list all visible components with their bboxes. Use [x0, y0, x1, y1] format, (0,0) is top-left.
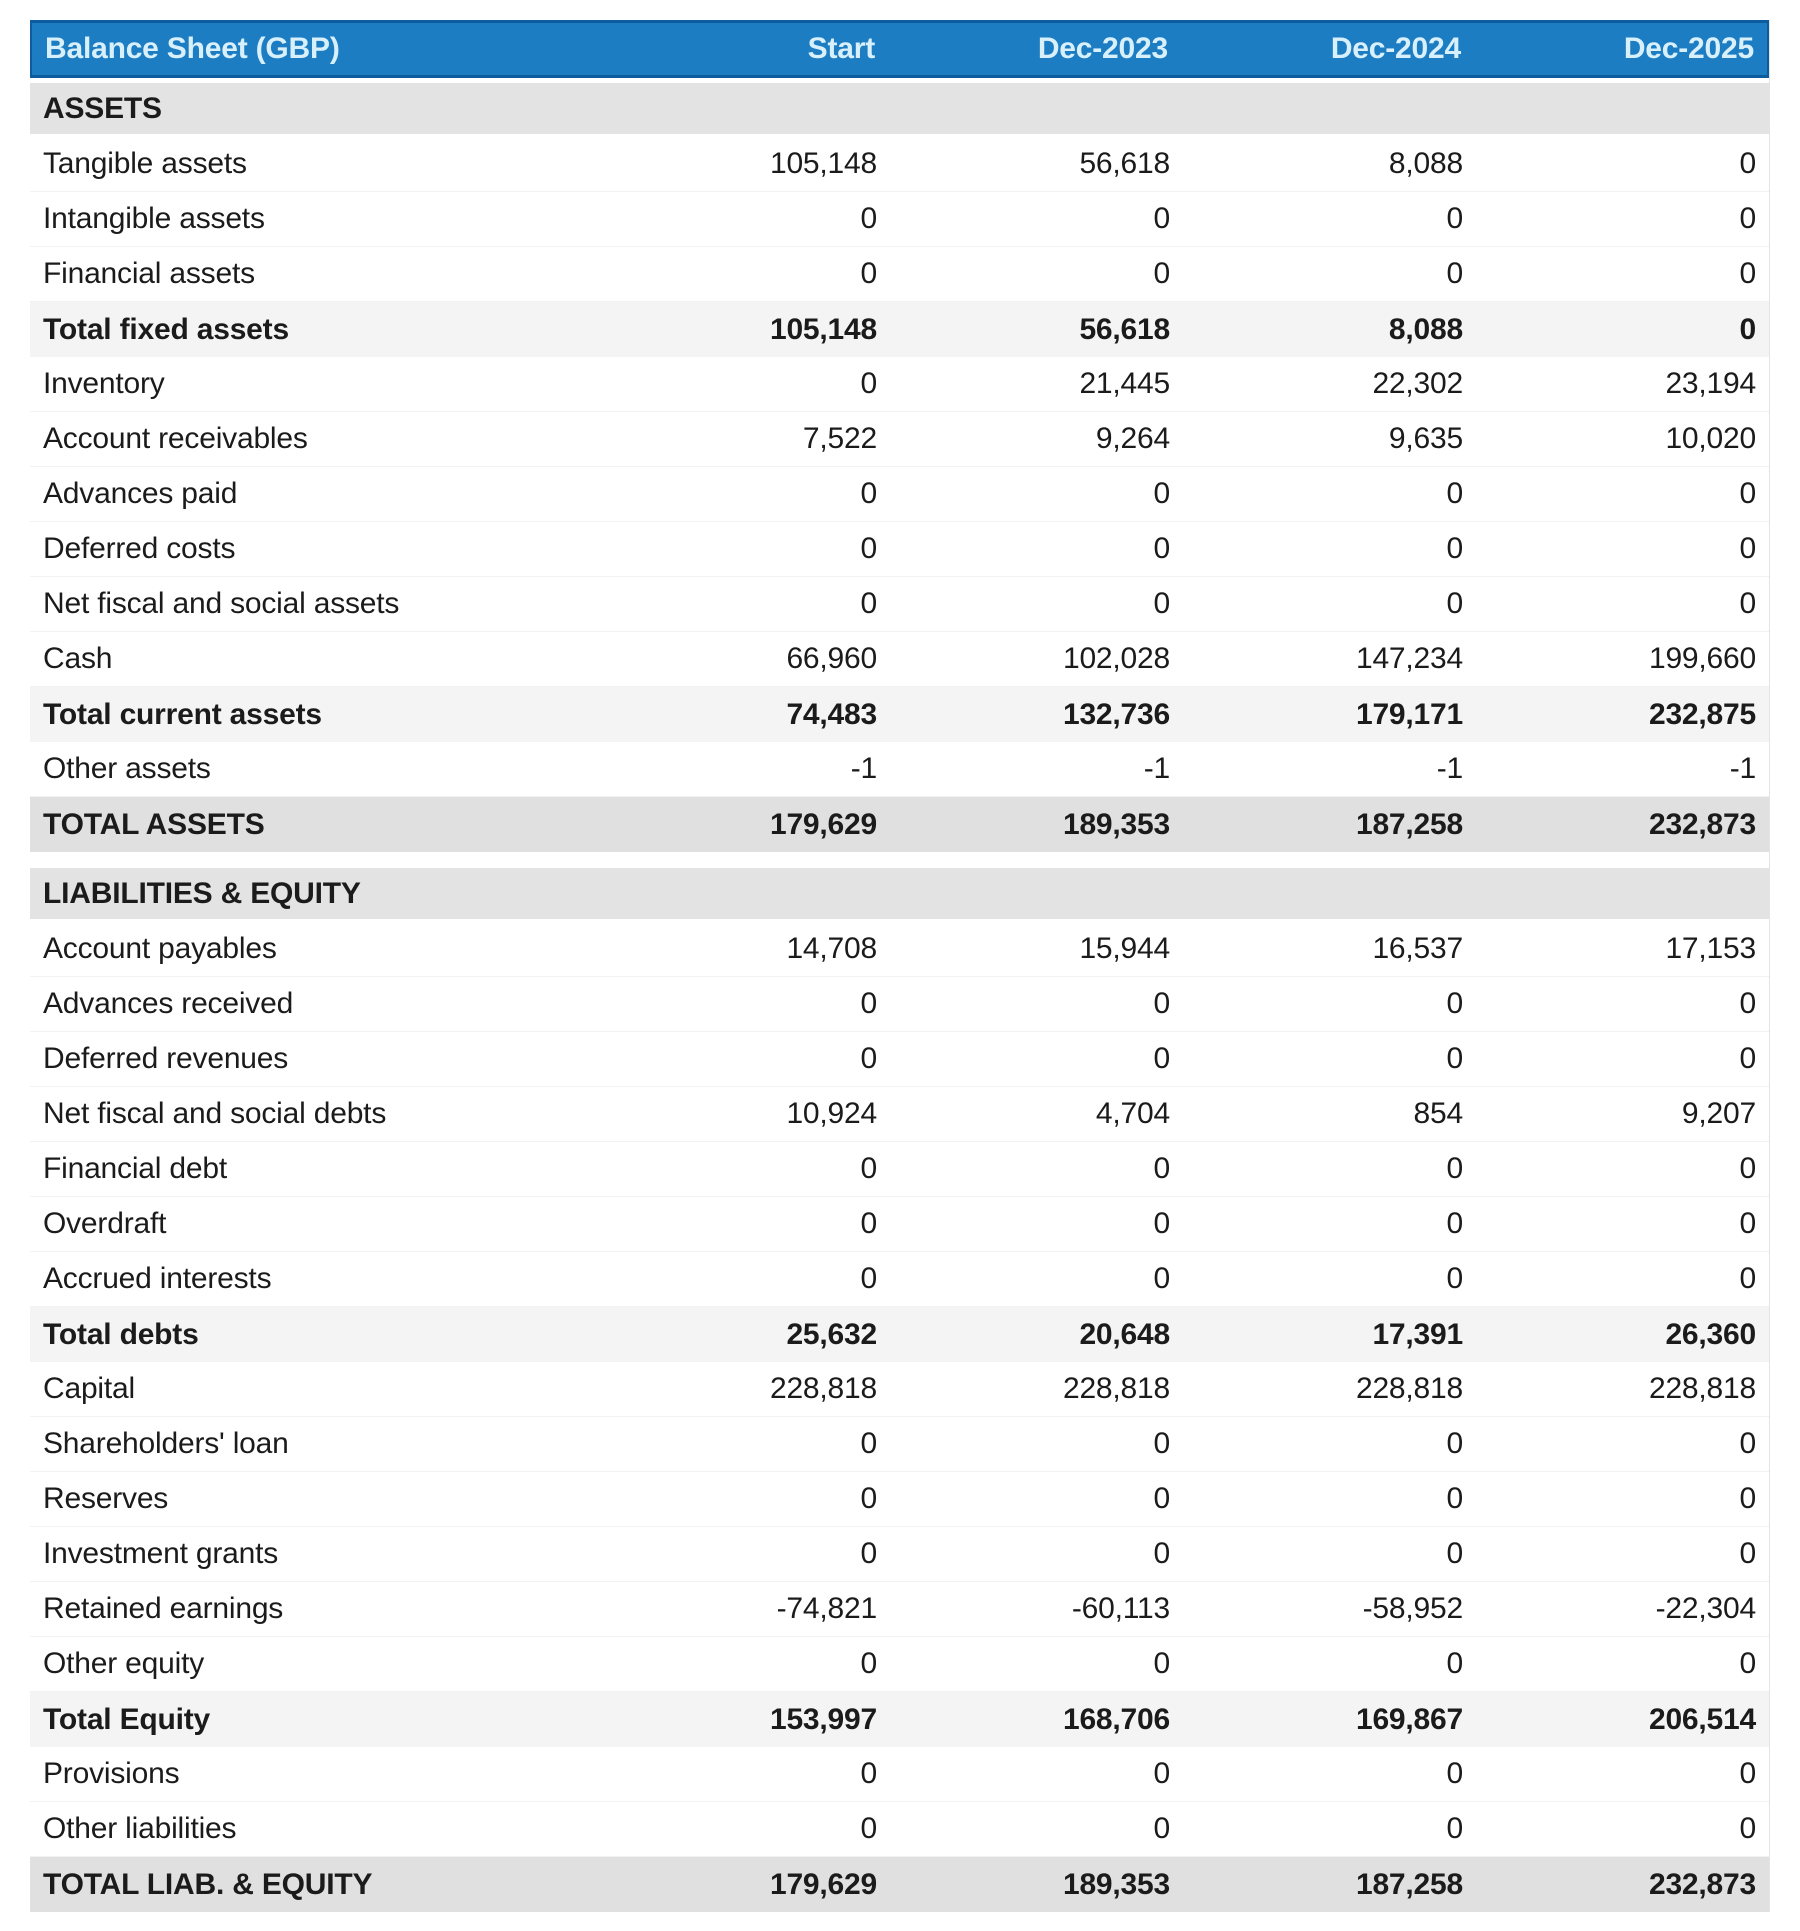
row-value: 0 [1739, 312, 1756, 346]
row-label: Net fiscal and social assets [43, 587, 400, 620]
row-value: 168,706 [1062, 1702, 1170, 1736]
row-value: 0 [860, 1427, 877, 1460]
table-row [30, 137, 1769, 192]
row-label: Deferred costs [43, 532, 236, 565]
row-label: Other equity [43, 1647, 205, 1680]
row-value: 0 [1446, 1207, 1463, 1240]
row-value: 0 [1153, 1812, 1170, 1845]
row-value: 8,088 [1388, 312, 1463, 346]
table-row [30, 357, 1769, 412]
row-value: -74,821 [776, 1592, 877, 1625]
row-value: 0 [1153, 257, 1170, 290]
table-row [30, 412, 1769, 467]
row-value: 0 [1446, 1647, 1463, 1680]
row-value: 17,391 [1372, 1317, 1463, 1351]
row-value: 0 [1739, 1647, 1756, 1680]
row-value: 0 [1446, 587, 1463, 620]
table-row [30, 192, 1769, 247]
row-label: Total fixed assets [43, 312, 289, 346]
row-value: 0 [1739, 1537, 1756, 1570]
row-value: 0 [1739, 257, 1756, 290]
row-label: Accrued interests [43, 1262, 272, 1295]
row-label: Other liabilities [43, 1812, 237, 1845]
row-value: 199,660 [1648, 642, 1756, 675]
row-value: 14,708 [786, 932, 877, 965]
row-label: Inventory [43, 367, 165, 400]
row-value: 0 [1446, 1812, 1463, 1845]
table-row [30, 1087, 1769, 1142]
row-value: -60,113 [1071, 1592, 1170, 1625]
row-value: 102,028 [1062, 642, 1170, 675]
row-value: 854 [1413, 1097, 1463, 1130]
row-value: 0 [860, 1757, 877, 1790]
row-value: 0 [1739, 477, 1756, 510]
row-value: 0 [1153, 1537, 1170, 1570]
row-value: 0 [1153, 1647, 1170, 1680]
row-label: LIABILITIES & EQUITY [43, 876, 361, 910]
row-value: 7,522 [802, 422, 877, 455]
table-row [30, 467, 1769, 522]
row-label: Cash [43, 642, 113, 675]
row-value: 0 [860, 1482, 877, 1515]
row-value: -1 [1143, 752, 1170, 785]
table-row [30, 922, 1769, 977]
row-value: 0 [1446, 1482, 1463, 1515]
table-row [30, 1527, 1769, 1582]
row-label: ASSETS [43, 91, 162, 125]
row-value: 9,264 [1095, 422, 1170, 455]
row-label: Overdraft [43, 1207, 167, 1240]
row-value: 10,924 [786, 1097, 877, 1130]
row-value: 4,704 [1095, 1097, 1170, 1130]
row-value: 228,818 [1355, 1372, 1463, 1405]
row-value: 9,635 [1388, 422, 1463, 455]
table-row [30, 302, 1769, 357]
table-body [30, 83, 1769, 1912]
table-title: Balance Sheet (GBP) [45, 32, 340, 65]
row-value: 0 [1153, 587, 1170, 620]
row-value: 179,171 [1355, 697, 1463, 731]
row-value: 0 [860, 257, 877, 290]
row-value: -1 [1729, 752, 1756, 785]
row-label: Deferred revenues [43, 1042, 289, 1075]
row-value: 9,207 [1681, 1097, 1756, 1130]
table-row [30, 868, 1769, 919]
row-value: 0 [1153, 987, 1170, 1020]
row-label: Capital [43, 1372, 135, 1405]
row-label: Tangible assets [43, 147, 247, 180]
row-value: 147,234 [1355, 642, 1463, 675]
row-label: Provisions [43, 1757, 180, 1790]
row-value: 66,960 [786, 642, 877, 675]
row-label: Financial assets [43, 257, 255, 290]
table-row [30, 1472, 1769, 1527]
row-value: 56,618 [1079, 147, 1170, 180]
row-value: 0 [1153, 1152, 1170, 1185]
row-value: 0 [860, 1152, 877, 1185]
table-row [30, 742, 1769, 797]
row-value: 189,353 [1062, 807, 1170, 841]
row-value: 0 [1153, 1482, 1170, 1515]
table-row [30, 1802, 1769, 1857]
table-row [30, 247, 1769, 302]
table-row [30, 687, 1769, 742]
row-value: 179,629 [769, 807, 877, 841]
column-header-dec-2023: Dec-2023 [1037, 32, 1168, 65]
row-value: 0 [1153, 202, 1170, 235]
row-value: 0 [1739, 1152, 1756, 1185]
row-value: 187,258 [1355, 807, 1463, 841]
row-label: Advances received [43, 987, 294, 1020]
row-value: 21,445 [1079, 367, 1170, 400]
row-label: Account receivables [43, 422, 308, 455]
row-value: 0 [1446, 1042, 1463, 1075]
row-value: 0 [1153, 1042, 1170, 1075]
row-value: 228,818 [1648, 1372, 1756, 1405]
table-row [30, 83, 1769, 134]
row-value: 0 [1153, 1262, 1170, 1295]
row-value: -1 [850, 752, 877, 785]
table-row [30, 1417, 1769, 1472]
table-row [30, 1362, 1769, 1417]
row-value: 0 [1153, 1427, 1170, 1460]
row-value: 0 [1739, 1482, 1756, 1515]
table-row [30, 1032, 1769, 1087]
row-label: Investment grants [43, 1537, 279, 1570]
row-value: 0 [860, 1812, 877, 1845]
row-value: 0 [1446, 477, 1463, 510]
row-value: 0 [860, 1042, 877, 1075]
row-value: 10,020 [1665, 422, 1756, 455]
row-value: 179,629 [769, 1867, 877, 1901]
row-value: 0 [1153, 477, 1170, 510]
row-label: Total debts [43, 1317, 199, 1351]
row-value: 0 [860, 477, 877, 510]
row-value: 153,997 [769, 1702, 877, 1736]
row-value: 0 [1739, 1207, 1756, 1240]
column-header-dec-2025: Dec-2025 [1623, 32, 1754, 65]
table-row [30, 1252, 1769, 1307]
row-value: 105,148 [769, 312, 877, 346]
row-label: TOTAL ASSETS [43, 807, 265, 841]
row-label: Advances paid [43, 477, 238, 510]
row-value: 0 [860, 1537, 877, 1570]
table-row [30, 1637, 1769, 1692]
row-value: 0 [1739, 1042, 1756, 1075]
table-row [30, 522, 1769, 577]
row-value: 189,353 [1062, 1867, 1170, 1901]
row-value: 0 [1739, 202, 1756, 235]
row-value: 0 [860, 367, 877, 400]
row-label: Retained earnings [43, 1592, 284, 1625]
table-row [30, 1747, 1769, 1802]
row-value: 0 [860, 1262, 877, 1295]
row-value: 0 [1153, 1207, 1170, 1240]
row-value: 56,618 [1079, 312, 1170, 346]
row-label: Total Equity [43, 1702, 211, 1736]
row-value: 20,648 [1079, 1317, 1170, 1351]
row-value: 206,514 [1648, 1702, 1756, 1736]
table-row [30, 1307, 1769, 1362]
row-value: 0 [860, 532, 877, 565]
row-value: 0 [1446, 987, 1463, 1020]
table-row [30, 1582, 1769, 1637]
row-value: -58,952 [1362, 1592, 1463, 1625]
row-label: Net fiscal and social debts [43, 1097, 387, 1130]
table-row [30, 1692, 1769, 1747]
row-value: 169,867 [1355, 1702, 1463, 1736]
row-value: 0 [1446, 1757, 1463, 1790]
row-value: 187,258 [1355, 1867, 1463, 1901]
row-value: 105,148 [769, 147, 877, 180]
row-value: 25,632 [786, 1317, 877, 1351]
row-value: -1 [1436, 752, 1463, 785]
row-value: 0 [1446, 1152, 1463, 1185]
row-value: 228,818 [1062, 1372, 1170, 1405]
table-row [30, 1857, 1769, 1912]
row-value: 17,153 [1665, 932, 1756, 965]
row-value: 0 [1739, 987, 1756, 1020]
row-value: 232,875 [1648, 697, 1756, 731]
table-header-row [30, 20, 1769, 78]
row-value: 0 [1739, 1757, 1756, 1790]
row-value: 0 [860, 1207, 877, 1240]
row-value: 0 [1153, 1757, 1170, 1790]
row-value: 0 [860, 202, 877, 235]
row-value: 0 [1739, 147, 1756, 180]
table-row [30, 632, 1769, 687]
row-value: 0 [1739, 587, 1756, 620]
row-value: 0 [1153, 532, 1170, 565]
row-value: 0 [1739, 1262, 1756, 1295]
row-value: 0 [1446, 1262, 1463, 1295]
row-value: 228,818 [769, 1372, 877, 1405]
row-label: Shareholders' loan [43, 1427, 289, 1460]
row-label: Total current assets [43, 697, 322, 731]
column-header-start: Start [807, 32, 875, 65]
table-row [30, 1197, 1769, 1252]
row-value: 0 [1739, 1812, 1756, 1845]
row-value: 0 [860, 587, 877, 620]
row-label: Account payables [43, 932, 277, 965]
row-value: 8,088 [1388, 147, 1463, 180]
row-value: 132,736 [1062, 697, 1170, 731]
row-label: Financial debt [43, 1152, 227, 1185]
table-row [30, 977, 1769, 1032]
row-value: 232,873 [1648, 807, 1756, 841]
row-label: Other assets [43, 752, 211, 785]
row-value: 22,302 [1372, 367, 1463, 400]
table-row [30, 1142, 1769, 1197]
row-value: 26,360 [1665, 1317, 1756, 1351]
column-header-dec-2024: Dec-2024 [1330, 32, 1461, 65]
table-row [30, 577, 1769, 632]
row-label: TOTAL LIAB. & EQUITY [43, 1867, 373, 1901]
row-value: 0 [1739, 1427, 1756, 1460]
row-value: 0 [860, 1647, 877, 1680]
section-gap [30, 852, 1769, 868]
balance-sheet-table [30, 20, 1770, 1912]
row-value: 0 [1446, 257, 1463, 290]
row-value: 74,483 [786, 697, 877, 731]
table-row [30, 797, 1769, 852]
row-value: 232,873 [1648, 1867, 1756, 1901]
row-value: 0 [1739, 532, 1756, 565]
row-value: 0 [1446, 1537, 1463, 1570]
row-label: Reserves [43, 1482, 169, 1515]
row-label: Intangible assets [43, 202, 265, 235]
row-value: 15,944 [1079, 932, 1170, 965]
row-value: 0 [1446, 202, 1463, 235]
row-value: 16,537 [1372, 932, 1463, 965]
row-value: 23,194 [1665, 367, 1756, 400]
row-value: 0 [860, 987, 877, 1020]
row-value: 0 [1446, 1427, 1463, 1460]
row-value: -22,304 [1655, 1592, 1756, 1625]
row-value: 0 [1446, 532, 1463, 565]
